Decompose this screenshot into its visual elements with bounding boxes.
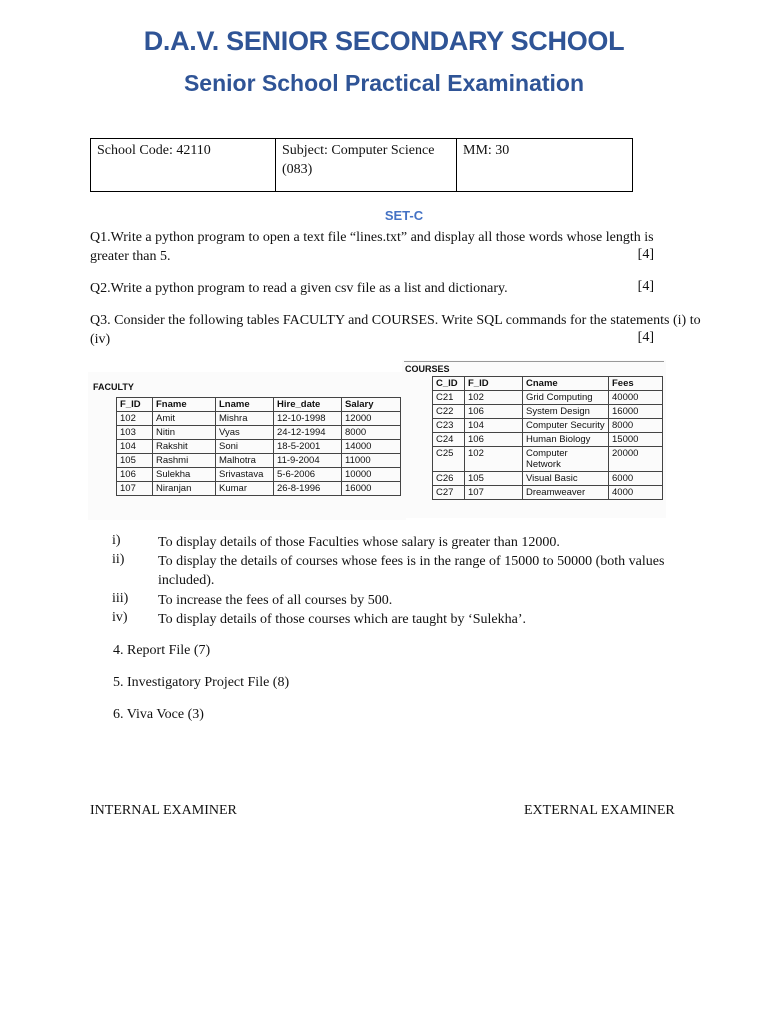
- table-row: [117, 482, 401, 496]
- external-examiner: EXTERNAL EXAMINER: [524, 803, 675, 818]
- faculty-table: [116, 397, 401, 496]
- faculty-cell: 18-5-2001: [274, 440, 342, 454]
- faculty-cell: Soni: [216, 440, 274, 454]
- courses-header-row: [433, 377, 663, 391]
- info-table: [90, 138, 633, 192]
- faculty-cell: 10000: [342, 468, 401, 482]
- faculty-cell: Niranjan: [153, 482, 216, 496]
- courses-cell: C27: [433, 486, 465, 500]
- q1-marks: [4]: [637, 247, 654, 262]
- courses-cell: Human Biology: [523, 433, 609, 447]
- courses-cell: C26: [433, 472, 465, 486]
- subject-line1: Subject: Computer Science: [282, 143, 435, 158]
- table-row: [433, 447, 663, 472]
- faculty-cell: 26-8-1996: [274, 482, 342, 496]
- viva-voce-item: 6. Viva Voce (3): [113, 707, 204, 722]
- faculty-cell: 105: [117, 454, 153, 468]
- courses-table: [432, 376, 663, 500]
- courses-cell: C22: [433, 405, 465, 419]
- faculty-cell: 11-9-2004: [274, 454, 342, 468]
- courses-header-cell: Fees: [609, 377, 663, 391]
- report-file-item: 4. Report File (7): [113, 643, 211, 658]
- courses-cell: 40000: [609, 391, 663, 405]
- table-row: [433, 419, 663, 433]
- statement-text: To display the details of courses whose fees is in the range of 15000 to 50000 (both values included).: [158, 554, 665, 588]
- faculty-header-row: [117, 398, 401, 412]
- table-row: [433, 391, 663, 405]
- faculty-cell: 12000: [342, 412, 401, 426]
- faculty-cell: 8000: [342, 426, 401, 440]
- q2-marks: [4]: [637, 279, 654, 294]
- faculty-cell: 104: [117, 440, 153, 454]
- courses-cell: 8000: [609, 419, 663, 433]
- school-code-cell: [91, 139, 276, 192]
- table-row: [117, 412, 401, 426]
- table-row: [433, 486, 663, 500]
- courses-cell: C23: [433, 419, 465, 433]
- table-row: [433, 405, 663, 419]
- faculty-cell: Malhotra: [216, 454, 274, 468]
- faculty-cell: 11000: [342, 454, 401, 468]
- table-row: [433, 472, 663, 486]
- table-row: [117, 468, 401, 482]
- q3-line2: (iv): [90, 332, 111, 347]
- exam-title: Senior School Practical Examination: [183, 70, 585, 96]
- faculty-caption: FACULTY: [93, 382, 134, 392]
- courses-cell: 106: [465, 433, 523, 447]
- courses-cell: C25: [433, 447, 465, 472]
- faculty-cell: Mishra: [216, 412, 274, 426]
- internal-examiner: INTERNAL EXAMINER: [90, 803, 237, 818]
- courses-cell: 102: [465, 447, 523, 472]
- courses-header-cell: Cname: [523, 377, 609, 391]
- courses-cell: 105: [465, 472, 523, 486]
- statement-text: To display details of those Faculties whose salary is greater than 12000.: [158, 535, 560, 550]
- statement-num: ii): [112, 552, 125, 567]
- table-row: [117, 440, 401, 454]
- school-code: School Code: 42110: [97, 143, 211, 158]
- max-marks-cell: [457, 139, 633, 192]
- faculty-cell: Nitin: [153, 426, 216, 440]
- courses-cell: 106: [465, 405, 523, 419]
- q3-line1: Q3. Consider the following tables FACULTY and COURSES. Write SQL commands for the statements (i) to: [90, 313, 701, 328]
- q2-text: Q2.Write a python program to read a given csv file as a list and dictionary.: [90, 281, 508, 296]
- courses-header-cell: C_ID: [433, 377, 465, 391]
- statement-num: iv): [112, 610, 128, 625]
- courses-cell: 107: [465, 486, 523, 500]
- faculty-cell: Rashmi: [153, 454, 216, 468]
- courses-cell: Computer Security: [523, 419, 609, 433]
- q1-line1: Q1.Write a python program to open a text file “lines.txt” and display all those words whose length is: [90, 230, 654, 245]
- faculty-header-cell: Fname: [153, 398, 216, 412]
- faculty-header-cell: Hire_date: [274, 398, 342, 412]
- faculty-cell: Srivastava: [216, 468, 274, 482]
- courses-cell: Visual Basic: [523, 472, 609, 486]
- faculty-header-cell: Lname: [216, 398, 274, 412]
- faculty-cell: 103: [117, 426, 153, 440]
- project-file-item: 5. Investigatory Project File (8): [113, 675, 290, 690]
- faculty-cell: 16000: [342, 482, 401, 496]
- faculty-cell: 106: [117, 468, 153, 482]
- table-row: [117, 426, 401, 440]
- faculty-cell: 14000: [342, 440, 401, 454]
- courses-caption: COURSES: [405, 364, 450, 374]
- faculty-header-cell: Salary: [342, 398, 401, 412]
- faculty-cell: 5-6-2006: [274, 468, 342, 482]
- subject-cell: [276, 139, 457, 192]
- courses-cell: C24: [433, 433, 465, 447]
- courses-header-cell: F_ID: [465, 377, 523, 391]
- q3-marks: [4]: [637, 330, 654, 345]
- faculty-cell: Kumar: [216, 482, 274, 496]
- courses-cell: System Design: [523, 405, 609, 419]
- faculty-cell: 107: [117, 482, 153, 496]
- courses-rule: [404, 361, 664, 362]
- faculty-header-cell: F_ID: [117, 398, 153, 412]
- statement-num: i): [112, 533, 121, 548]
- faculty-cell: Amit: [153, 412, 216, 426]
- school-name: D.A.V. SENIOR SECONDARY SCHOOL: [143, 26, 625, 56]
- courses-cell: C21: [433, 391, 465, 405]
- courses-cell: 6000: [609, 472, 663, 486]
- subject-line2: (083): [282, 162, 313, 177]
- courses-cell: Computer Network: [523, 447, 609, 472]
- faculty-cell: 24-12-1994: [274, 426, 342, 440]
- max-marks: MM: 30: [463, 143, 510, 158]
- statement-text: To display details of those courses which are taught by ‘Sulekha’.: [158, 612, 526, 627]
- faculty-cell: 102: [117, 412, 153, 426]
- courses-cell: 16000: [609, 405, 663, 419]
- courses-cell: 4000: [609, 486, 663, 500]
- faculty-cell: Rakshit: [153, 440, 216, 454]
- courses-cell: 15000: [609, 433, 663, 447]
- courses-cell: Grid Computing: [523, 391, 609, 405]
- table-row: [117, 454, 401, 468]
- faculty-cell: Vyas: [216, 426, 274, 440]
- courses-cell: 20000: [609, 447, 663, 472]
- table-row: [433, 433, 663, 447]
- statement-text: To increase the fees of all courses by 500.: [158, 593, 393, 608]
- faculty-cell: Sulekha: [153, 468, 216, 482]
- statement-num: iii): [112, 591, 129, 606]
- set-label: SET-C: [384, 208, 424, 223]
- courses-cell: 104: [465, 419, 523, 433]
- courses-cell: Dreamweaver: [523, 486, 609, 500]
- faculty-cell: 12-10-1998: [274, 412, 342, 426]
- q1-line2: greater than 5.: [90, 249, 171, 264]
- courses-cell: 102: [465, 391, 523, 405]
